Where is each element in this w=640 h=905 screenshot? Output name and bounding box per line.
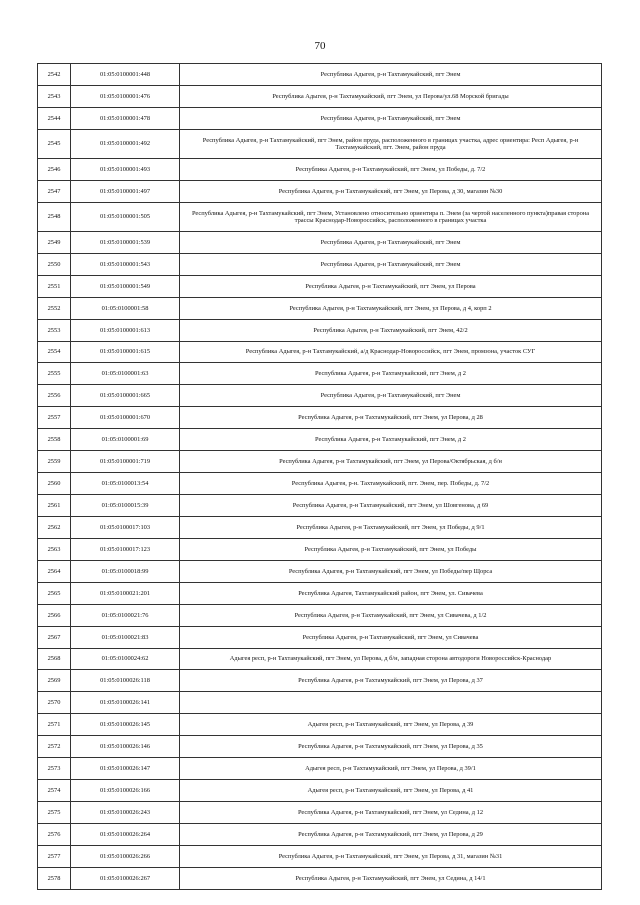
cadastral-number: 01:05:0100013:54 bbox=[71, 473, 180, 495]
row-number: 2570 bbox=[38, 692, 71, 714]
address: Республика Адыгея, р-н Тахтамукайский, пгт Энем, д 2 bbox=[180, 429, 602, 451]
row-number: 2552 bbox=[38, 298, 71, 320]
cadastral-number: 01:05:0100026:145 bbox=[71, 714, 180, 736]
cadastral-number: 01:05:0100001:539 bbox=[71, 232, 180, 254]
row-number: 2562 bbox=[38, 517, 71, 539]
cadastral-number: 01:05:0100001:665 bbox=[71, 385, 180, 407]
cadastral-number: 01:05:0100001:58 bbox=[71, 298, 180, 320]
row-number: 2553 bbox=[38, 320, 71, 342]
row-number: 2566 bbox=[38, 605, 71, 627]
cadastral-number: 01:05:0100001:615 bbox=[71, 342, 180, 363]
cadastral-number: 01:05:0100001:492 bbox=[71, 130, 180, 159]
address: Республика Адыгея, р-н Тахтамукайский, пгт Энем, ул Победы bbox=[180, 539, 602, 561]
cadastral-number: 01:05:0100015:39 bbox=[71, 495, 180, 517]
row-number: 2549 bbox=[38, 232, 71, 254]
address: Республика Адыгея, р-н Тахтамукайский, пгт Энем, ул Перова, д 30, магазин №30 bbox=[180, 181, 602, 203]
table-row bbox=[38, 276, 602, 298]
cadastral-number: 01:05:0100001:719 bbox=[71, 451, 180, 473]
address: Республика Адыгея, р-н Тахтамукайский, пгт Энем, ул Седина, д 14/1 bbox=[180, 868, 602, 890]
address: Республика Адыгея, р-н Тахтамукайский, пгт Энем, ул Перова/ул.68 Морской бригады bbox=[180, 86, 602, 108]
table-row bbox=[38, 539, 602, 561]
address: Республика Адыгея, р-н Тахтамукайский, пгт Энем, район пруда, расположенного в границах участка, адрес ориентира: Респ Адыгея, р-н Тахтамукайский, пгт. Энем, район пруда bbox=[180, 130, 602, 159]
row-number: 2575 bbox=[38, 802, 71, 824]
table-row bbox=[38, 181, 602, 203]
table-row bbox=[38, 254, 602, 276]
address: Республика Адыгея, р-н Тахтамукайский, пгт Энем, ул Седина, д 12 bbox=[180, 802, 602, 824]
row-number: 2557 bbox=[38, 407, 71, 429]
table-row bbox=[38, 649, 602, 670]
row-number: 2556 bbox=[38, 385, 71, 407]
row-number: 2568 bbox=[38, 649, 71, 670]
row-number: 2563 bbox=[38, 539, 71, 561]
table-row bbox=[38, 605, 602, 627]
address: Республика Адыгея, р-н Тахтамукайский, пгт Энем, ул Победы, д. 7/2 bbox=[180, 159, 602, 181]
table-row bbox=[38, 86, 602, 108]
cadastral-number: 01:05:0100001:613 bbox=[71, 320, 180, 342]
row-number: 2550 bbox=[38, 254, 71, 276]
row-number: 2572 bbox=[38, 736, 71, 758]
cadastral-number: 01:05:0100021:201 bbox=[71, 583, 180, 605]
address: Адыгея респ, р-н Тахтамукайский, пгт Энем, ул Перова, д 39 bbox=[180, 714, 602, 736]
row-number: 2548 bbox=[38, 203, 71, 232]
row-number: 2578 bbox=[38, 868, 71, 890]
address: Республика Адыгея, р-н Тахтамукайский, пгт Энем bbox=[180, 108, 602, 130]
row-number: 2547 bbox=[38, 181, 71, 203]
address: Республика Адыгея, р-н Тахтамукайский, пгт Энем, ул Перова bbox=[180, 276, 602, 298]
table-row bbox=[38, 802, 602, 824]
address bbox=[180, 692, 602, 714]
address: Республика Адыгея, р-н Тахтамукайский, пгт Энем, д 2 bbox=[180, 363, 602, 385]
row-number: 2558 bbox=[38, 429, 71, 451]
table-row bbox=[38, 517, 602, 539]
cadastral-number: 01:05:0100017:103 bbox=[71, 517, 180, 539]
address: Республика Адыгея, р-н Тахтамукайский, пгт Энем, ул Перова/Октябрьская, д б/н bbox=[180, 451, 602, 473]
cadastral-number: 01:05:0100024:62 bbox=[71, 649, 180, 670]
cadastral-number: 01:05:0100026:141 bbox=[71, 692, 180, 714]
address: Республика Адыгея, р-н Тахтамукайский, пгт Энем, ул Сивачева, д 1/2 bbox=[180, 605, 602, 627]
table-row bbox=[38, 298, 602, 320]
address: Республика Адыгея, р-н Тахтамукайский, а/д Краснодар-Новороссийск, пгт Энем, промзона, участок СУГ bbox=[180, 342, 602, 363]
address: Республика Адыгея, р-н Тахтамукайский, пгт Энем, ул Победы, д 9/1 bbox=[180, 517, 602, 539]
address: Республика Адыгея, р-н Тахтамукайский, пгт Энем, ул Перова, д 31, магазин №31 bbox=[180, 846, 602, 868]
table-row bbox=[38, 758, 602, 780]
cadastral-number: 01:05:0100026:166 bbox=[71, 780, 180, 802]
table-row bbox=[38, 736, 602, 758]
table-row bbox=[38, 407, 602, 429]
table-row bbox=[38, 692, 602, 714]
address: Республика Адыгея, р-н Тахтамукайский, пгт Энем bbox=[180, 64, 602, 86]
row-number: 2544 bbox=[38, 108, 71, 130]
cadastral-number: 01:05:0100001:63 bbox=[71, 363, 180, 385]
address: Республика Адыгея, р-н Тахтамукайский, пгт Энем, ул Перова, д 29 bbox=[180, 824, 602, 846]
table-row bbox=[38, 780, 602, 802]
row-number: 2573 bbox=[38, 758, 71, 780]
table-row bbox=[38, 363, 602, 385]
row-number: 2546 bbox=[38, 159, 71, 181]
table-row bbox=[38, 108, 602, 130]
cadastral-number: 01:05:0100017:123 bbox=[71, 539, 180, 561]
address: Адыгея респ, р-н Тахтамукайский, пгт Энем, ул Перова, д б/н, западная сторона автодороги Новороссийск-Краснодар bbox=[180, 649, 602, 670]
table-row bbox=[38, 130, 602, 159]
row-number: 2569 bbox=[38, 670, 71, 692]
row-number: 2551 bbox=[38, 276, 71, 298]
cadastral-number: 01:05:0100021:76 bbox=[71, 605, 180, 627]
row-number: 2576 bbox=[38, 824, 71, 846]
cadastral-number: 01:05:0100018:99 bbox=[71, 561, 180, 583]
row-number: 2555 bbox=[38, 363, 71, 385]
cadastral-number: 01:05:0100021:83 bbox=[71, 627, 180, 649]
address: Республика Адыгея, р-н Тахтамукайский, пгт Энем, ул Перова, д 35 bbox=[180, 736, 602, 758]
address: Республика Адыгея, р-н Тахтамукайский, пгт Энем, ул Победы/пер Щорса bbox=[180, 561, 602, 583]
address: Республика Адыгея, р-н Тахтамукайский, пгт Энем, 42/2 bbox=[180, 320, 602, 342]
table-row bbox=[38, 495, 602, 517]
table-row bbox=[38, 846, 602, 868]
address: Республика Адыгея, р-н Тахтамукайский, пгт Энем bbox=[180, 232, 602, 254]
address: Республика Адыгея, р-н Тахтамукайский, пгт Энем, ул Перова, д 28 bbox=[180, 407, 602, 429]
cadastral-number: 01:05:0100001:478 bbox=[71, 108, 180, 130]
address: Республика Адыгея, р-н Тахтамукайский, пгт Энем, ул Шовгенова, д 69 bbox=[180, 495, 602, 517]
table-row bbox=[38, 670, 602, 692]
address: Республика Адыгея, р-н Тахтамукайский, пгт Энем bbox=[180, 254, 602, 276]
row-number: 2561 bbox=[38, 495, 71, 517]
address: Республика Адыгея, р-н Тахтамукайский, пгт Энем, Установлено относительно ориентира п. Энем (за чертой населенного пункта)правая сторона трассы Краснодар-Новороссийск, расположенного в границах участка bbox=[180, 203, 602, 232]
row-number: 2577 bbox=[38, 846, 71, 868]
row-number: 2542 bbox=[38, 64, 71, 86]
cadastral-number: 01:05:0100026:266 bbox=[71, 846, 180, 868]
table-row bbox=[38, 232, 602, 254]
row-number: 2560 bbox=[38, 473, 71, 495]
table-body bbox=[38, 64, 602, 890]
cadastral-number: 01:05:0100026:264 bbox=[71, 824, 180, 846]
row-number: 2564 bbox=[38, 561, 71, 583]
cadastral-number: 01:05:0100026:118 bbox=[71, 670, 180, 692]
table-row bbox=[38, 561, 602, 583]
cadastral-number: 01:05:0100001:448 bbox=[71, 64, 180, 86]
table-row bbox=[38, 868, 602, 890]
address: Республика Адыгея, р-н Тахтамукайский, пгт Энем, ул Перова, д 37 bbox=[180, 670, 602, 692]
cadastral-number: 01:05:0100026:267 bbox=[71, 868, 180, 890]
cadastral-number: 01:05:0100001:69 bbox=[71, 429, 180, 451]
address: Адыгея респ, р-н Тахтамукайский, пгт Энем, ул Перова, д 41 bbox=[180, 780, 602, 802]
table-row bbox=[38, 342, 602, 363]
cadastral-number: 01:05:0100001:543 bbox=[71, 254, 180, 276]
address: Республика Адыгея, р-н Тахтамукайский, пгт Энем bbox=[180, 385, 602, 407]
address: Республика Адыгея, р-н Тахтамукайский, пгт Энем, ул Перова, д 4, корп 2 bbox=[180, 298, 602, 320]
row-number: 2543 bbox=[38, 86, 71, 108]
cadastral-number: 01:05:0100026:146 bbox=[71, 736, 180, 758]
table-row bbox=[38, 320, 602, 342]
row-number: 2574 bbox=[38, 780, 71, 802]
cadastral-number: 01:05:0100001:549 bbox=[71, 276, 180, 298]
table-row bbox=[38, 583, 602, 605]
table-row bbox=[38, 714, 602, 736]
table-row bbox=[38, 824, 602, 846]
row-number: 2545 bbox=[38, 130, 71, 159]
cadastral-number: 01:05:0100001:505 bbox=[71, 203, 180, 232]
address: Адыгея респ, р-н Тахтамукайский, пгт Энем, ул Перова, д 39/1 bbox=[180, 758, 602, 780]
address: Республика Адыгея, р-н. Тахтамукайский, пгт. Энем, пер. Победы, д. 7/2 bbox=[180, 473, 602, 495]
property-register-table bbox=[37, 63, 602, 890]
row-number: 2565 bbox=[38, 583, 71, 605]
address: Республика Адыгея, Тахтамукайский район, пгт Энем, ул. Сивачева bbox=[180, 583, 602, 605]
page-number: 70 bbox=[314, 40, 326, 52]
table-row bbox=[38, 473, 602, 495]
table-row bbox=[38, 159, 602, 181]
cadastral-number: 01:05:0100026:243 bbox=[71, 802, 180, 824]
row-number: 2559 bbox=[38, 451, 71, 473]
table-row bbox=[38, 203, 602, 232]
cadastral-number: 01:05:0100001:670 bbox=[71, 407, 180, 429]
row-number: 2567 bbox=[38, 627, 71, 649]
cadastral-number: 01:05:0100001:493 bbox=[71, 159, 180, 181]
row-number: 2554 bbox=[38, 342, 71, 363]
cadastral-number: 01:05:0100026:147 bbox=[71, 758, 180, 780]
table-row bbox=[38, 451, 602, 473]
cadastral-number: 01:05:0100001:476 bbox=[71, 86, 180, 108]
address: Республика Адыгея, р-н Тахтамукайский, пгт Энем, ул Сивачева bbox=[180, 627, 602, 649]
table-row bbox=[38, 429, 602, 451]
row-number: 2571 bbox=[38, 714, 71, 736]
table-row bbox=[38, 64, 602, 86]
cadastral-number: 01:05:0100001:497 bbox=[71, 181, 180, 203]
table-row bbox=[38, 385, 602, 407]
table-row bbox=[38, 627, 602, 649]
